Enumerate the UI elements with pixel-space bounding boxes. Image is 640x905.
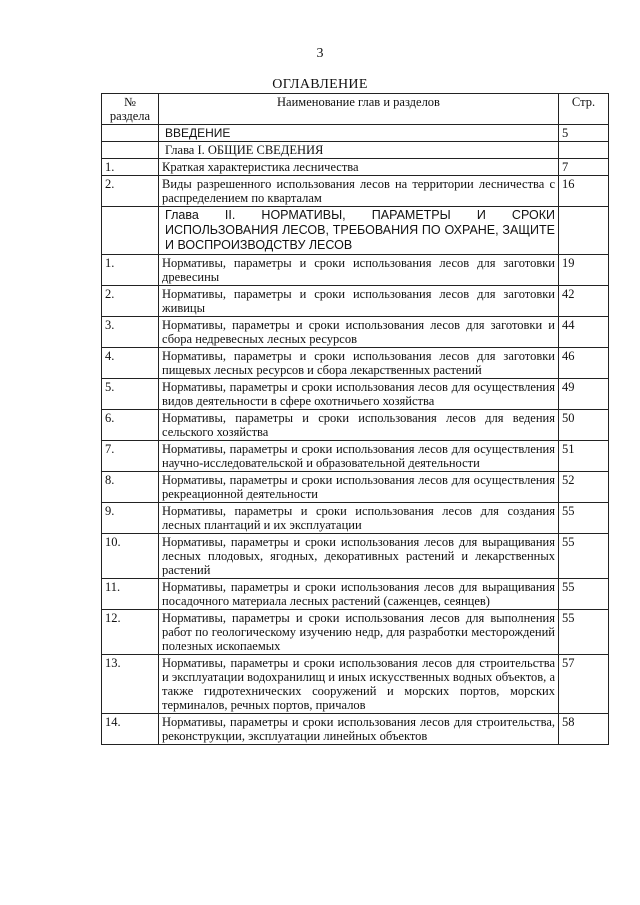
section-name: Нормативы, параметры и сроки использования лесов для заготовки древесины — [159, 255, 559, 286]
section-page: 42 — [559, 286, 609, 317]
toc-row — [102, 255, 609, 286]
toc-row — [102, 655, 609, 714]
section-name: Глава II. НОРМАТИВЫ, ПАРАМЕТРЫ И СРОКИ ИСПОЛЬЗОВАНИЯ ЛЕСОВ, ТРЕБОВАНИЯ ПО ОХРАНЕ, ЗАЩИТЕ И ВОСПРОИЗВОДСТВУ ЛЕСОВ — [159, 207, 559, 255]
section-page — [559, 142, 609, 159]
section-number: 4. — [102, 348, 159, 379]
toc-row — [102, 503, 609, 534]
toc-row — [102, 159, 609, 176]
section-page — [559, 207, 609, 255]
toc-row — [102, 286, 609, 317]
section-number: 12. — [102, 610, 159, 655]
section-name: Нормативы, параметры и сроки использования лесов для осуществления видов деятельности в сфере охотничьего хозяйства — [159, 379, 559, 410]
section-page: 44 — [559, 317, 609, 348]
section-number: 1. — [102, 255, 159, 286]
section-number: 1. — [102, 159, 159, 176]
section-page: 55 — [559, 579, 609, 610]
toc-row — [102, 142, 609, 159]
section-page: 16 — [559, 176, 609, 207]
section-name: Нормативы, параметры и сроки использования лесов для выращивания лесных плодовых, ягодных, декоративных растений и лекарственных растений — [159, 534, 559, 579]
section-page: 51 — [559, 441, 609, 472]
toc-row — [102, 441, 609, 472]
section-page: 55 — [559, 610, 609, 655]
section-page: 52 — [559, 472, 609, 503]
section-name: Нормативы, параметры и сроки использования лесов для заготовки пищевых лесных ресурсов и сбора лекарственных растений — [159, 348, 559, 379]
section-name: Нормативы, параметры и сроки использования лесов для заготовки живицы — [159, 286, 559, 317]
section-number — [102, 207, 159, 255]
section-page: 49 — [559, 379, 609, 410]
section-number: 6. — [102, 410, 159, 441]
page-number: 3 — [316, 46, 324, 61]
section-number: 10. — [102, 534, 159, 579]
section-number: 7. — [102, 441, 159, 472]
section-number: 9. — [102, 503, 159, 534]
section-name: Нормативы, параметры и сроки использования лесов для строительства, реконструкции, эксплуатации линейных объектов — [159, 714, 559, 745]
section-number: 2. — [102, 176, 159, 207]
toc-row — [102, 579, 609, 610]
section-name: Виды разрешенного использования лесов на территории лесничества с распределением по кварталам — [159, 176, 559, 207]
section-number: 5. — [102, 379, 159, 410]
section-number — [102, 142, 159, 159]
header-page: Стр. — [559, 94, 609, 125]
section-name: Нормативы, параметры и сроки использования лесов для заготовки и сбора недревесных лесных ресурсов — [159, 317, 559, 348]
toc-row — [102, 534, 609, 579]
section-name: Нормативы, параметры и сроки использования лесов для строительства и эксплуатации водохранилищ и иных искусственных водных объектов, а также гидротехнических сооружений и морских портов, морских терминалов, речных портов, причалов — [159, 655, 559, 714]
toc-row — [102, 472, 609, 503]
section-name: Нормативы, параметры и сроки использования лесов для осуществления рекреационной деятельности — [159, 472, 559, 503]
section-number: 13. — [102, 655, 159, 714]
table-header-row — [102, 94, 609, 125]
section-number: 3. — [102, 317, 159, 348]
toc-row — [102, 714, 609, 745]
section-name: Нормативы, параметры и сроки использования лесов для выращивания посадочного материала лесных растений (саженцев, сеянцев) — [159, 579, 559, 610]
header-section-name: Наименование глав и разделов — [159, 94, 559, 125]
section-page: 5 — [559, 125, 609, 142]
section-name: Нормативы, параметры и сроки использования лесов для создания лесных плантаций и их эксплуатации — [159, 503, 559, 534]
section-page: 55 — [559, 534, 609, 579]
section-name: ВВЕДЕНИЕ — [159, 125, 559, 142]
header-section-number: № раздела — [102, 94, 159, 125]
section-number: 14. — [102, 714, 159, 745]
toc-row — [102, 348, 609, 379]
section-name: Нормативы, параметры и сроки использования лесов для ведения сельского хозяйства — [159, 410, 559, 441]
section-name: Краткая характеристика лесничества — [159, 159, 559, 176]
toc-row — [102, 125, 609, 142]
toc-row — [102, 379, 609, 410]
document-title: ОГЛАВЛЕНИЕ — [272, 77, 368, 92]
section-name: Нормативы, параметры и сроки использования лесов для выполнения работ по геологическому изучению недр, для разработки месторождений полезных ископаемых — [159, 610, 559, 655]
section-number: 11. — [102, 579, 159, 610]
section-number: 8. — [102, 472, 159, 503]
table-of-contents — [101, 93, 609, 745]
section-page: 50 — [559, 410, 609, 441]
toc-row — [102, 410, 609, 441]
section-page: 57 — [559, 655, 609, 714]
section-page: 19 — [559, 255, 609, 286]
section-page: 46 — [559, 348, 609, 379]
toc-row — [102, 610, 609, 655]
section-page: 7 — [559, 159, 609, 176]
toc-row — [102, 207, 609, 255]
toc-row — [102, 317, 609, 348]
toc-row — [102, 176, 609, 207]
section-name: Глава I. ОБЩИЕ СВЕДЕНИЯ — [159, 142, 559, 159]
section-name: Нормативы, параметры и сроки использования лесов для осуществления научно-исследовательской и образовательной деятельности — [159, 441, 559, 472]
section-number: 2. — [102, 286, 159, 317]
section-page: 58 — [559, 714, 609, 745]
section-page: 55 — [559, 503, 609, 534]
section-number — [102, 125, 159, 142]
